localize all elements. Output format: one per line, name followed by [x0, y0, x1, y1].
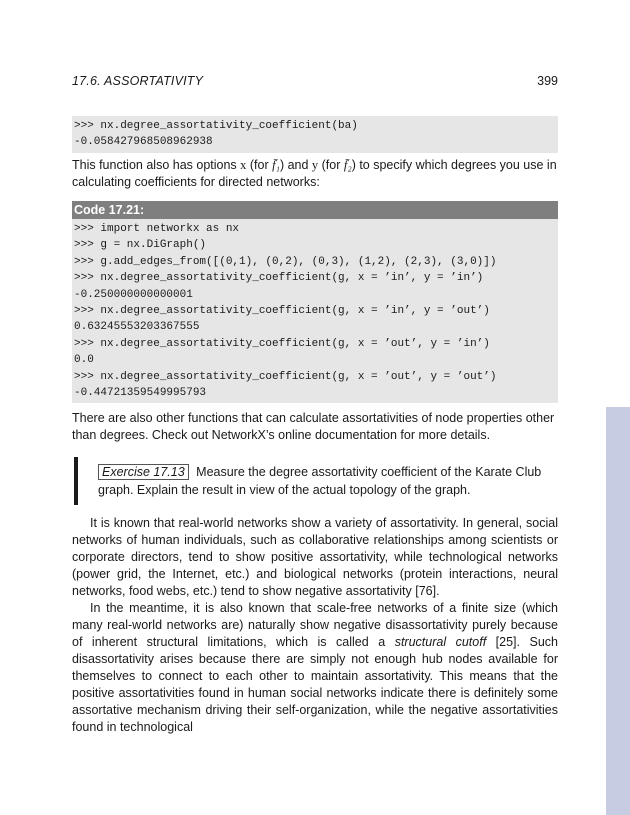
paragraph-real-world-assortativity: It is known that real-world networks show a variety of assortativity. In general, social networks of human individuals, such as collaborative relationships among scientists or corporate directors, tend to show positive assortativity, while technological networks (power grid, the Internet, etc.) and biological networks (protein interactions, neural networks, food webs, etc.) tend to show negative assortativity [76].: [72, 516, 558, 598]
symbol-f1-bar: f̄₁: [272, 158, 280, 172]
running-header: [72, 74, 558, 90]
code-line: 0.63245553203367555: [74, 321, 200, 334]
code-title: Code 17.21:: [72, 201, 558, 219]
code-line: >>> import networkx as nx: [74, 223, 240, 235]
symbol-f2-bar: f̄₂: [343, 158, 352, 172]
code-line: >>> g.add_edges_from([(0,1), (0,2), (0,3), (1,2), (2,3), (3,0)]): [74, 255, 497, 268]
body-text: [72, 515, 558, 736]
param-x: x: [240, 158, 247, 172]
code-line: >>> nx.degree_assortativity_coefficient(ba): [74, 120, 358, 132]
code-line: 0.0: [74, 354, 94, 367]
code-line: >>> nx.degree_assortativity_coefficient(g, x = ’out’, y = ’out’): [74, 370, 497, 383]
term-structural-cutoff: structural cutoff: [394, 635, 487, 649]
chapter-thumb-tab: [606, 407, 630, 815]
exercise-bar: [74, 457, 78, 505]
paragraph-other-functions: There are also other functions that can calculate assortativities of node properties other than degrees. Check out NetworkX’s online documentation for more details.: [72, 411, 555, 442]
exercise-box: [98, 463, 550, 499]
code-line: -0.058427968508962938: [74, 136, 213, 149]
exercise-text: Measure the degree assortativity coefficient of the Karate Club graph. Explain the result in view of the actual topology of the graph.: [98, 465, 542, 497]
code-line: >>> nx.degree_assortativity_coefficient(g, x = ’in’, y = ’in’): [74, 272, 484, 285]
code-block-digraph: [72, 219, 558, 403]
page-number: 399: [537, 74, 558, 88]
section-title: 17.6. ASSORTATIVITY: [72, 74, 204, 88]
code-line: >>> g = nx.DiGraph(): [74, 239, 207, 252]
code-block-output: [72, 116, 558, 153]
code-line: -0.44721359549995793: [74, 386, 207, 399]
paragraph-structural-cutoff: In the meantime, it is also known that scale-free networks of a finite size (which many real-world networks are) naturally show negative disassortativity purely because of inherent structural limitations, which is called a structural cutoff [25]. Such disassortativity arises because there are simply not enough hub nodes available for themselves to connect to each other to maintain assortativity. This means that the positive assortativities found in human social networks indicate there is definitely some assortative mechanism driving their self-organization, while the negative assortativities found in technological: [72, 601, 558, 734]
code-line: -0.250000000000001: [74, 288, 193, 301]
exercise-label: Exercise 17.13: [98, 464, 189, 480]
code-line: >>> nx.degree_assortativity_coefficient(g, x = ’out’, y = ’in’): [74, 337, 490, 350]
paragraph-function-options: This function also has options x (for f̄₁) and y (for f̄₂) to specify which degrees you use in calculating coefficients for directed networks:: [72, 158, 557, 189]
code-line: >>> nx.degree_assortativity_coefficient(g, x = ’in’, y = ’out’): [74, 304, 490, 317]
param-y: y: [311, 158, 319, 172]
